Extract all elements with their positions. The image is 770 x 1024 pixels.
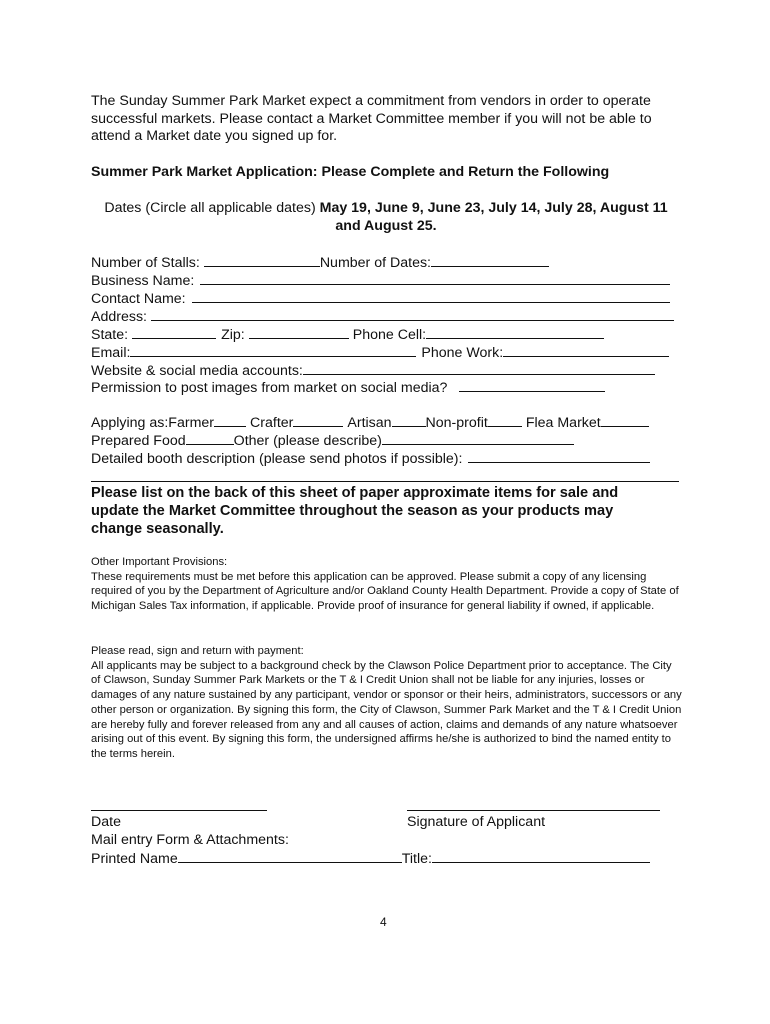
provisions-title: Other Important Provisions: bbox=[91, 556, 228, 568]
provisions-section bbox=[91, 555, 681, 614]
signature-label: Signature of Applicant bbox=[407, 814, 546, 830]
signature-line[interactable] bbox=[407, 810, 660, 811]
phone-work-label: Phone Work: bbox=[421, 345, 504, 361]
market-dates bbox=[86, 200, 686, 235]
provisions-body: These requirements must be met before this application can be approved. Please submit a copy of any licensing required of you by the Department of Agriculture and/or Oakland County Health Department. Provide a copy of State of Michigan Sales Tax information, if applicable. Provide proof of insurance for general liability if owned, if applicable. bbox=[91, 570, 679, 613]
contact-row bbox=[91, 289, 691, 307]
farmer-blank[interactable] bbox=[214, 413, 246, 427]
crafter-option: Crafter bbox=[250, 415, 294, 431]
booth-extra-line[interactable] bbox=[91, 481, 679, 482]
phone-cell-blank[interactable] bbox=[426, 325, 604, 339]
crafter-blank[interactable] bbox=[293, 413, 343, 427]
booth-label: Detailed booth description (please send photos if possible): bbox=[91, 451, 463, 467]
waiver-title: Please read, sign and return with payment: bbox=[91, 645, 304, 657]
printed-name-label: Printed Name bbox=[91, 851, 178, 867]
email-label: Email: bbox=[91, 345, 131, 361]
applying-row bbox=[91, 413, 691, 431]
waiver-section bbox=[91, 644, 683, 762]
contact-blank[interactable] bbox=[192, 289, 670, 303]
phone-cell-label: Phone Cell: bbox=[352, 327, 427, 343]
zip-blank[interactable] bbox=[249, 325, 349, 339]
permission-label: Permission to post images from market on social media? bbox=[91, 380, 448, 396]
address-blank[interactable] bbox=[151, 307, 674, 321]
waiver-body: All applicants may be subject to a background check by the Clawson Police Department prior to acceptance. The City of Clawson, Sunday Summer Park Markets or the T & I Credit Union shall not be liable for any injuries, losses or damages of any nature sustained by any participant, vendor or sponsor or their heirs, administrators, successors or any other person or organization. By signing this form, the City of Clawson, Summer Park Market and the T & I Credit Union are hereby fully and forever released from any and all causes of action, claims and demands of any nature whatsoever arising out of this event. By signing this form, the undersigned affirms he/she is authorized to bind the named entity to the terms herein. bbox=[91, 659, 682, 760]
applying-label: Applying as: bbox=[91, 415, 169, 431]
title-blank[interactable] bbox=[432, 849, 650, 863]
artisan-blank[interactable] bbox=[392, 413, 426, 427]
printed-row bbox=[91, 849, 691, 867]
intro-paragraph: The Sunday Summer Park Market expect a commitment from vendors in order to operate successful markets. Please contact a Market Committee member if you will not be able to attend a Market date you signed up for. bbox=[91, 93, 652, 144]
title-label: Title: bbox=[401, 851, 432, 867]
stalls-label: Number of Stalls: bbox=[91, 255, 200, 271]
printed-name-blank[interactable] bbox=[178, 849, 402, 863]
business-row bbox=[91, 271, 691, 289]
date-label: Date bbox=[91, 814, 121, 830]
email-row bbox=[91, 343, 691, 361]
booth-row bbox=[91, 449, 691, 467]
website-blank[interactable] bbox=[303, 361, 655, 375]
stalls-row bbox=[91, 253, 691, 271]
prepared-row bbox=[91, 431, 691, 449]
application-heading: Summer Park Market Application: Please Complete and Return the Following bbox=[91, 164, 610, 180]
dates-line-2: and August 25. bbox=[335, 217, 437, 234]
other-option: Other (please describe) bbox=[233, 433, 382, 449]
dates-line-1: May 19, June 9, June 23, July 14, July 28, August 11 bbox=[319, 200, 668, 216]
dates-count-blank[interactable] bbox=[431, 253, 549, 267]
business-blank[interactable] bbox=[200, 271, 670, 285]
state-label: State: bbox=[91, 327, 129, 343]
website-label: Website & social media accounts: bbox=[91, 363, 303, 379]
address-label: Address: bbox=[91, 309, 147, 325]
other-blank[interactable] bbox=[382, 431, 574, 445]
stalls-blank[interactable] bbox=[204, 253, 320, 267]
booth-blank[interactable] bbox=[468, 449, 650, 463]
prepared-food-blank[interactable] bbox=[186, 431, 234, 445]
farmer-option: Farmer bbox=[168, 415, 215, 431]
email-blank[interactable] bbox=[130, 343, 416, 357]
state-row bbox=[91, 325, 691, 343]
nonprofit-option: Non-profit bbox=[425, 415, 488, 431]
flea-market-blank[interactable] bbox=[601, 413, 649, 427]
flea-market-option: Flea Market bbox=[525, 415, 601, 431]
address-row bbox=[91, 307, 691, 325]
items-notice: Please list on the back of this sheet of paper approximate items for sale and update the Market Committee throughout the season as your products may change seasonally. bbox=[91, 485, 619, 537]
prepared-food-option: Prepared Food bbox=[91, 433, 186, 449]
nonprofit-blank[interactable] bbox=[488, 413, 522, 427]
permission-row bbox=[91, 378, 691, 396]
contact-label: Contact Name: bbox=[91, 291, 186, 307]
dates-prefix: Dates (Circle all applicable dates) bbox=[104, 200, 320, 216]
state-blank[interactable] bbox=[132, 325, 216, 339]
business-label: Business Name: bbox=[91, 273, 195, 289]
artisan-option: Artisan bbox=[347, 415, 392, 431]
phone-work-blank[interactable] bbox=[503, 343, 669, 357]
page-number: 4 bbox=[380, 915, 387, 929]
mail-label: Mail entry Form & Attachments: bbox=[91, 832, 289, 848]
zip-label: Zip: bbox=[221, 327, 245, 343]
dates-count-label: Number of Dates: bbox=[319, 255, 431, 271]
website-row bbox=[91, 361, 691, 379]
date-line[interactable] bbox=[91, 810, 267, 811]
permission-blank[interactable] bbox=[459, 378, 605, 392]
